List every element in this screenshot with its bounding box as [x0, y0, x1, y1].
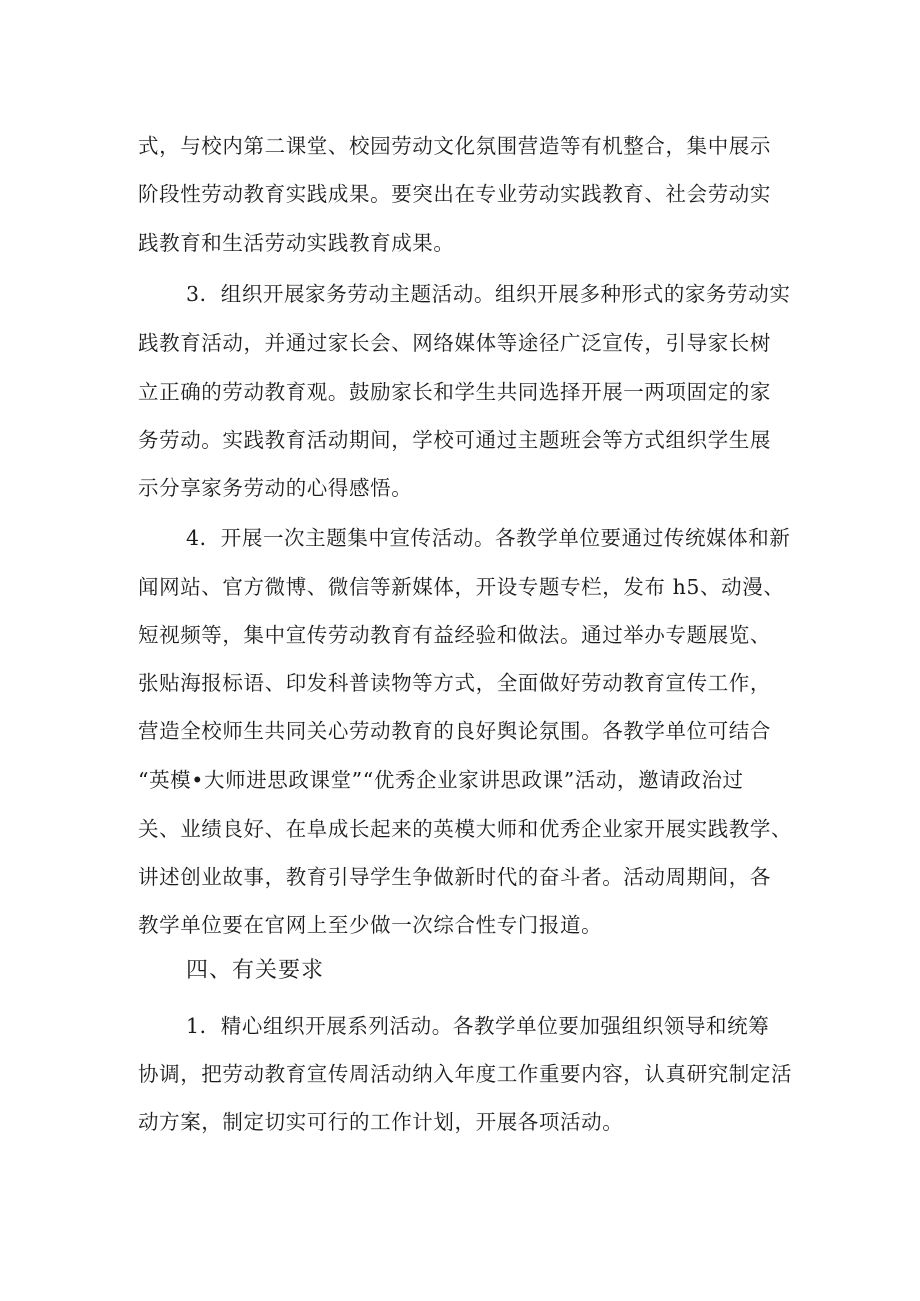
- paragraph-line: 1．精心组织开展系列活动。各教学单位要加强组织领导和统筹: [186, 1014, 770, 1038]
- paragraph-line: 3．组织开展家务劳动主题活动。组织开展多种形式的家务劳动实: [186, 282, 791, 306]
- paragraph-line: 阶段性劳动教育实践成果。要突出在专业劳动实践教育、社会劳动实: [138, 182, 771, 206]
- paragraph-line: 闻网站、官方微博、微信等新媒体，开设专题专栏，发布 h5、动漫、: [138, 575, 785, 599]
- section-heading: 四、有关要求: [186, 958, 325, 983]
- paragraph-line: 营造全校师生共同关心劳动教育的良好舆论氛围。各教学单位可结合: [138, 719, 771, 743]
- paragraph-line: “英模•大师进思政课堂”“优秀企业家讲思政课”活动，邀请政治过: [138, 768, 744, 792]
- paragraph-line: 式，与校内第二课堂、校园劳动文化氛围营造等有机整合，集中展示: [138, 134, 771, 158]
- paragraph-line: 关、业绩良好、在阜成长起来的英模大师和优秀企业家开展实践教学、: [138, 817, 793, 841]
- paragraph-line: 4．开展一次主题集中宣传活动。各教学单位要通过传统媒体和新: [186, 526, 791, 550]
- paragraph-line: 示分享家务劳动的心得感悟。: [138, 476, 413, 500]
- paragraph-line: 协调，把劳动教育宣传周活动纳入年度工作重要内容，认真研究制定活: [138, 1062, 793, 1086]
- paragraph-line: 务劳动。实践教育活动期间，学校可通过主题班会等方式组织学生展: [138, 428, 771, 452]
- paragraph-line: 讲述创业故事，教育引导学生争做新时代的奋斗者。活动周期间，各: [138, 865, 771, 889]
- paragraph-line: 践教育活动，并通过家长会、网络媒体等途径广泛宣传，引导家长树: [138, 331, 771, 355]
- paragraph-line: 短视频等，集中宣传劳动教育有益经验和做法。通过举办专题展览、: [138, 623, 771, 647]
- paragraph-line: 立正确的劳动教育观。鼓励家长和学生共同选择开展一两项固定的家: [138, 380, 771, 404]
- paragraph-line: 教学单位要在官网上至少做一次综合性专门报道。: [138, 913, 603, 937]
- paragraph-line: 张贴海报标语、印发科普读物等方式，全面做好劳动教育宣传工作，: [138, 671, 771, 695]
- paragraph-line: 践教育和生活劳动实践教育成果。: [138, 231, 455, 255]
- paragraph-line: 动方案，制定切实可行的工作计划，开展各项活动。: [138, 1110, 624, 1134]
